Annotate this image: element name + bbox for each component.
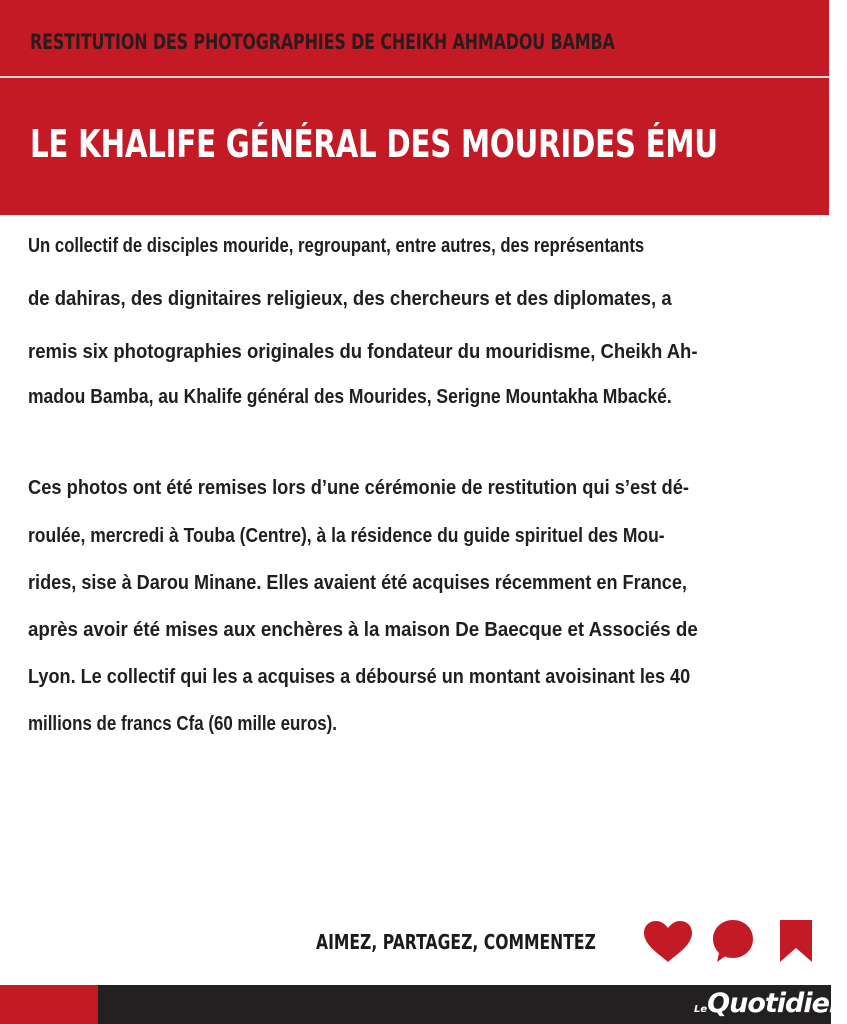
paragraph-line: rides, sise à Darou Minane. Elles avaient été acquises récemment en France, — [28, 572, 687, 594]
paragraph-line: après avoir été mises aux enchères à la maison De Baecque et Associés de — [28, 619, 698, 641]
logo-name: Quotidien — [707, 988, 847, 1019]
comment-bubble-icon[interactable] — [709, 918, 757, 964]
paragraph-line: madou Bamba, au Khalife général des Mourides, Serigne Mountakha Mbacké. — [28, 386, 672, 408]
paragraph-line: Ces photos ont été remises lors d’une cérémonie de restitution qui s’est dé- — [28, 477, 689, 499]
paragraph-line: remis six photographies originales du fondateur du mouridisme, Cheikh Ah- — [28, 341, 698, 363]
social-call-to-action: AIMEZ, PARTAGEZ, COMMENTEZ — [316, 930, 596, 954]
paragraph-line: Lyon. Le collectif qui les a acquises a déboursé un montant avoisinant les 40 — [28, 666, 691, 688]
frame-edge — [829, 0, 831, 985]
le-quotidien-logo — [694, 988, 847, 1019]
headline: LE KHALIFE GÉNÉRAL DES MOURIDES ÉMU — [30, 122, 718, 166]
heart-icon[interactable] — [642, 920, 694, 964]
header-divider — [0, 76, 829, 78]
logo-prefix: Le — [694, 1004, 708, 1015]
paragraph-line: de dahiras, des dignitaires religieux, des chercheurs et des diplomates, a — [28, 288, 672, 310]
paragraph-line: roulée, mercredi à Touba (Centre), à la résidence du guide spirituel des Mou- — [28, 525, 665, 547]
bookmark-icon[interactable] — [778, 918, 814, 964]
paragraph-line: millions de francs Cfa (60 mille euros). — [28, 713, 337, 735]
footer-accent-bar — [0, 985, 98, 1024]
kicker-title: RESTITUTION DES PHOTOGRAPHIES DE CHEIKH AHMADOU BAMBA — [30, 30, 615, 54]
paragraph-line: Un collectif de disciples mouride, regroupant, entre autres, des représentants — [28, 235, 645, 257]
article-header — [0, 0, 829, 215]
